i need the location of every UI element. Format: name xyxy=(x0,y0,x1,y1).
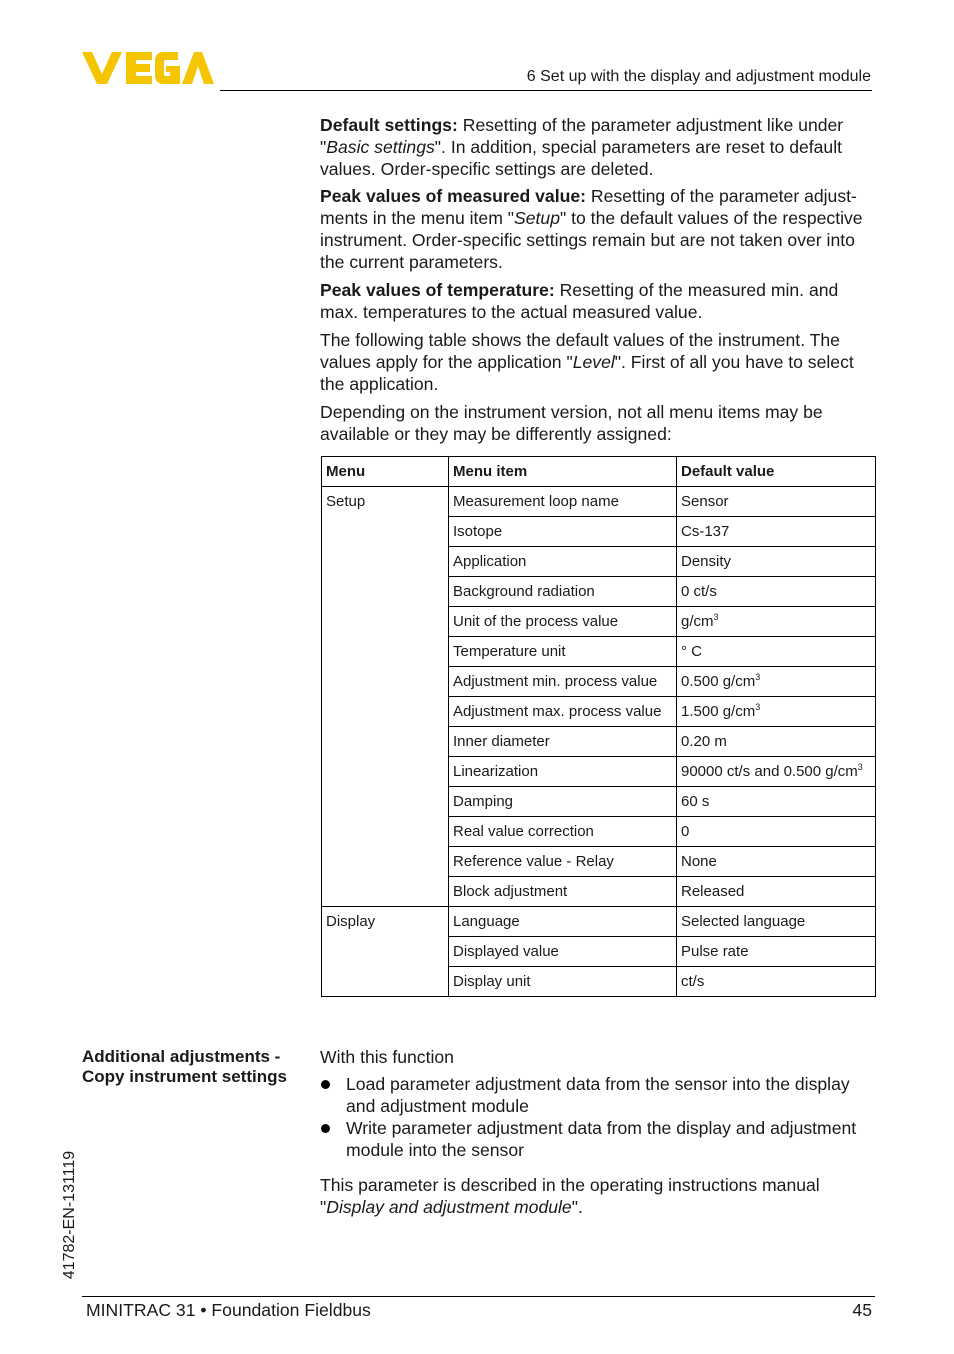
value-text: 1.500 g/cm xyxy=(681,703,756,720)
table-cell-default-value xyxy=(677,517,876,547)
table-group-setup xyxy=(322,487,876,907)
table-cell-menu-item: Measurement loop name xyxy=(449,487,677,517)
table-cell-menu-item: Adjustment max. process value xyxy=(449,697,677,727)
value-text: Released xyxy=(681,883,745,900)
table-cell-menu-item: Inner diameter xyxy=(449,727,677,757)
header-divider xyxy=(220,90,872,91)
value-text: ct/s xyxy=(681,973,705,990)
section-label-line: Copy instrument settings xyxy=(82,1066,287,1086)
paragraph-table-intro xyxy=(320,329,874,395)
table-cell-menu: Display xyxy=(322,907,449,997)
table-cell-default-value xyxy=(677,877,876,907)
table-cell-default-value xyxy=(677,577,876,607)
paragraph-version-note: Depending on the instrument version, not all menu items may be available or they may be differently assigned: xyxy=(320,402,823,444)
value-text: 0.500 g/cm xyxy=(681,673,756,690)
value-text: Selected language xyxy=(681,913,806,930)
unit-superscript: 3 xyxy=(755,702,761,712)
value-text: Sensor xyxy=(681,493,729,510)
list-item-text: Load parameter adjustment data from the sensor into the display and adjustment module xyxy=(346,1074,850,1116)
column-header-menu: Menu xyxy=(322,457,449,487)
value-text: Cs-137 xyxy=(681,523,730,540)
document-number: 41782-EN-131119 xyxy=(61,1150,78,1280)
table-cell-menu-item: Language xyxy=(449,907,677,937)
text: The following table shows the default values of the instrument. The values apply for the application " xyxy=(320,330,840,372)
value-text: Density xyxy=(681,553,732,570)
text: This parameter is described in the operating instructions manual " xyxy=(320,1175,820,1217)
text: Resetting of the parameter adjust-ments in the menu item " xyxy=(320,186,857,228)
term-default-settings: Default settings: xyxy=(320,115,458,135)
value-text: g/cm xyxy=(681,613,714,630)
paragraph-peak-temperature xyxy=(320,279,874,323)
table-row xyxy=(322,487,876,517)
emphasis: Setup xyxy=(514,208,560,228)
table-cell-menu-item: Damping xyxy=(449,787,677,817)
table-cell-menu-item: Displayed value xyxy=(449,937,677,967)
unit-superscript: 3 xyxy=(755,672,761,682)
section-label-copy-settings xyxy=(82,1047,312,1086)
column-header-menu-item: Menu item xyxy=(449,457,677,487)
vega-logo-mark xyxy=(82,50,214,86)
column-header-default-value: Default value xyxy=(677,457,876,487)
table-cell-default-value xyxy=(677,607,876,637)
table-cell-menu-item: Adjustment min. process value xyxy=(449,667,677,697)
table-header-row xyxy=(322,457,876,487)
table-cell-default-value xyxy=(677,967,876,997)
section-label-line: Additional adjustments - xyxy=(82,1047,281,1066)
value-text: None xyxy=(681,853,717,870)
table-cell-default-value xyxy=(677,817,876,847)
value-text: Pulse rate xyxy=(681,943,749,960)
copy-settings-intro: With this function xyxy=(320,1047,454,1067)
table-cell-default-value xyxy=(677,907,876,937)
table-cell-default-value xyxy=(677,937,876,967)
paragraph-peak-measured xyxy=(320,185,874,273)
list-item-text: Write parameter adjustment data from the display and adjustment module into the sensor xyxy=(346,1118,857,1160)
table-cell-menu-item: Reference value - Relay xyxy=(449,847,677,877)
paragraph-default-settings xyxy=(320,114,874,180)
table-cell-menu-item: Isotope xyxy=(449,517,677,547)
copy-settings-note xyxy=(320,1174,874,1218)
vega-logo xyxy=(82,50,214,86)
text: ". xyxy=(571,1197,583,1217)
emphasis: Basic settings xyxy=(326,137,435,157)
value-text: 90000 ct/s and 0.500 g/cm xyxy=(681,763,858,780)
table-cell-default-value xyxy=(677,547,876,577)
table-row xyxy=(322,907,876,937)
list-item xyxy=(320,1073,874,1117)
table-cell-menu-item: Application xyxy=(449,547,677,577)
value-text: 0.20 m xyxy=(681,733,727,750)
unit-superscript: 3 xyxy=(857,762,863,772)
copy-settings-bullet-list xyxy=(320,1073,874,1161)
table-cell-default-value xyxy=(677,727,876,757)
list-item xyxy=(320,1117,874,1161)
table-cell-default-value xyxy=(677,847,876,877)
table-cell-default-value xyxy=(677,697,876,727)
table-cell-menu-item: Linearization xyxy=(449,757,677,787)
table-cell-menu-item: Background radiation xyxy=(449,577,677,607)
text: ". In addition, special parameters are reset to default values. Order-specific settings are deleted. xyxy=(320,137,843,179)
term-peak-measured: Peak values of measured value: xyxy=(320,186,586,206)
table-cell-default-value xyxy=(677,667,876,697)
emphasis: Display and adjustment module xyxy=(326,1197,572,1217)
footer-document-title: MINITRAC 31 • Foundation Fieldbus xyxy=(86,1300,371,1320)
default-values-table xyxy=(321,456,876,997)
table-cell-menu: Setup xyxy=(322,487,449,907)
table-group-display xyxy=(322,907,876,997)
unit-superscript: 3 xyxy=(713,612,719,622)
table-cell-default-value xyxy=(677,757,876,787)
term-peak-temperature: Peak values of temperature: xyxy=(320,280,555,300)
table-cell-menu-item: Display unit xyxy=(449,967,677,997)
emphasis: Level xyxy=(572,352,615,372)
text: ". First of all you have to select the application. xyxy=(320,352,854,394)
table-cell-menu-item: Block adjustment xyxy=(449,877,677,907)
text: " to the default values of the respective instrument. Order-specific settings remain but are not taken over into the current parameters. xyxy=(320,208,863,272)
text: Resetting of the parameter adjustment like under " xyxy=(320,115,844,157)
page-number: 45 xyxy=(852,1300,872,1320)
bullet-icon xyxy=(321,1124,330,1133)
value-text: 0 ct/s xyxy=(681,583,717,600)
table-cell-menu-item: Real value correction xyxy=(449,817,677,847)
chapter-heading: 6 Set up with the display and adjustment module xyxy=(526,68,871,85)
value-text: 60 s xyxy=(681,793,710,810)
table-cell-default-value xyxy=(677,487,876,517)
table-cell-menu-item: Unit of the process value xyxy=(449,607,677,637)
table-cell-default-value xyxy=(677,637,876,667)
bullet-icon xyxy=(321,1080,330,1089)
value-text: 0 xyxy=(681,823,690,840)
text: Resetting of the measured min. and max. temperatures to the actual measured value. xyxy=(320,280,839,322)
table-cell-default-value xyxy=(677,787,876,817)
footer-divider xyxy=(82,1296,875,1297)
table-cell-menu-item: Temperature unit xyxy=(449,637,677,667)
value-text: ° C xyxy=(681,643,702,660)
